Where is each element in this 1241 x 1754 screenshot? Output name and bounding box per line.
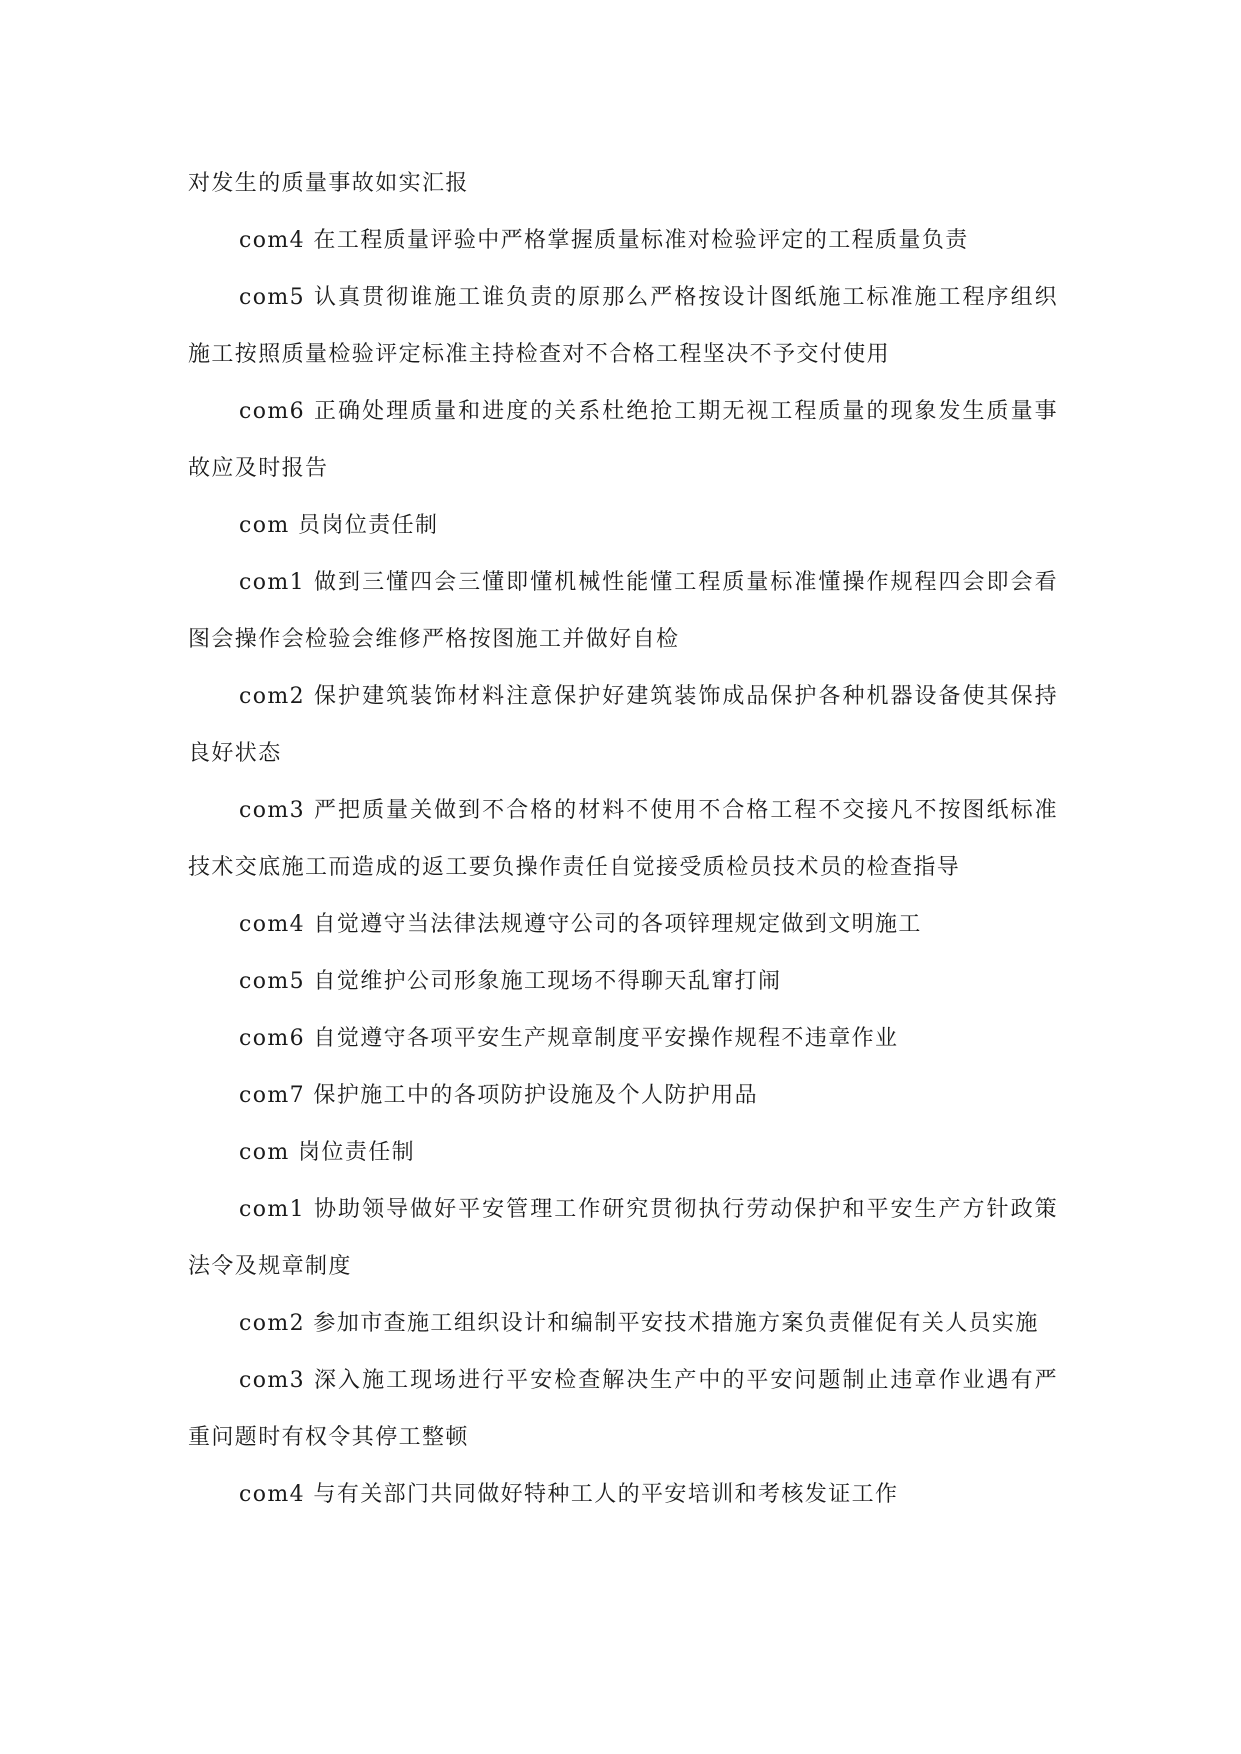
section-heading: com 岗位责任制 [239, 1140, 416, 1165]
paragraph: com5 认真贯彻谁施工谁负责的原那么严格按设计图纸施工标准施工程序组织施工按照质量检验评定标准主持检查对不合格工程坚决不予交付使用 [188, 285, 1058, 367]
paragraph: com7 保护施工中的各项防护设施及个人防护用品 [239, 1083, 759, 1108]
paragraph: com3 深入施工现场进行平安检查解决生产中的平安问题制止违章作业遇有严重问题时有权令其停工整顿 [188, 1368, 1058, 1450]
paragraph: com4 在工程质量评验中严格掌握质量标准对检验评定的工程质量负责 [239, 228, 969, 253]
paragraph: com4 与有关部门共同做好特种工人的平安培训和考核发证工作 [239, 1482, 899, 1507]
paragraph: com1 协助领导做好平安管理工作研究贯彻执行劳动保护和平安生产方针政策法令及规章制度 [188, 1197, 1058, 1279]
paragraph: 对发生的质量事故如实汇报 [188, 171, 469, 196]
paragraph: com2 保护建筑装饰材料注意保护好建筑装饰成品保护各种机器设备使其保持良好状态 [188, 684, 1058, 766]
paragraph: com4 自觉遵守当法律法规遵守公司的各项锌理规定做到文明施工 [239, 912, 922, 937]
section-heading: com 员岗位责任制 [239, 513, 439, 538]
paragraph: com1 做到三懂四会三懂即懂机械性能懂工程质量标准懂操作规程四会即会看图会操作会检验会维修严格按图施工并做好自检 [188, 570, 1058, 652]
paragraph: com5 自觉维护公司形象施工现场不得聊天乱窜打闹 [239, 969, 782, 994]
paragraph: com3 严把质量关做到不合格的材料不使用不合格工程不交接凡不按图纸标准技术交底施工而造成的返工要负操作责任自觉接受质检员技术员的检查指导 [188, 798, 1058, 880]
document-body [188, 155, 1058, 1523]
paragraph: com6 自觉遵守各项平安生产规章制度平安操作规程不违章作业 [239, 1026, 899, 1051]
paragraph: com6 正确处理质量和进度的关系杜绝抢工期无视工程质量的现象发生质量事故应及时报告 [188, 399, 1058, 481]
paragraph: com2 参加市查施工组织设计和编制平安技术措施方案负责催促有关人员实施 [239, 1311, 1039, 1336]
